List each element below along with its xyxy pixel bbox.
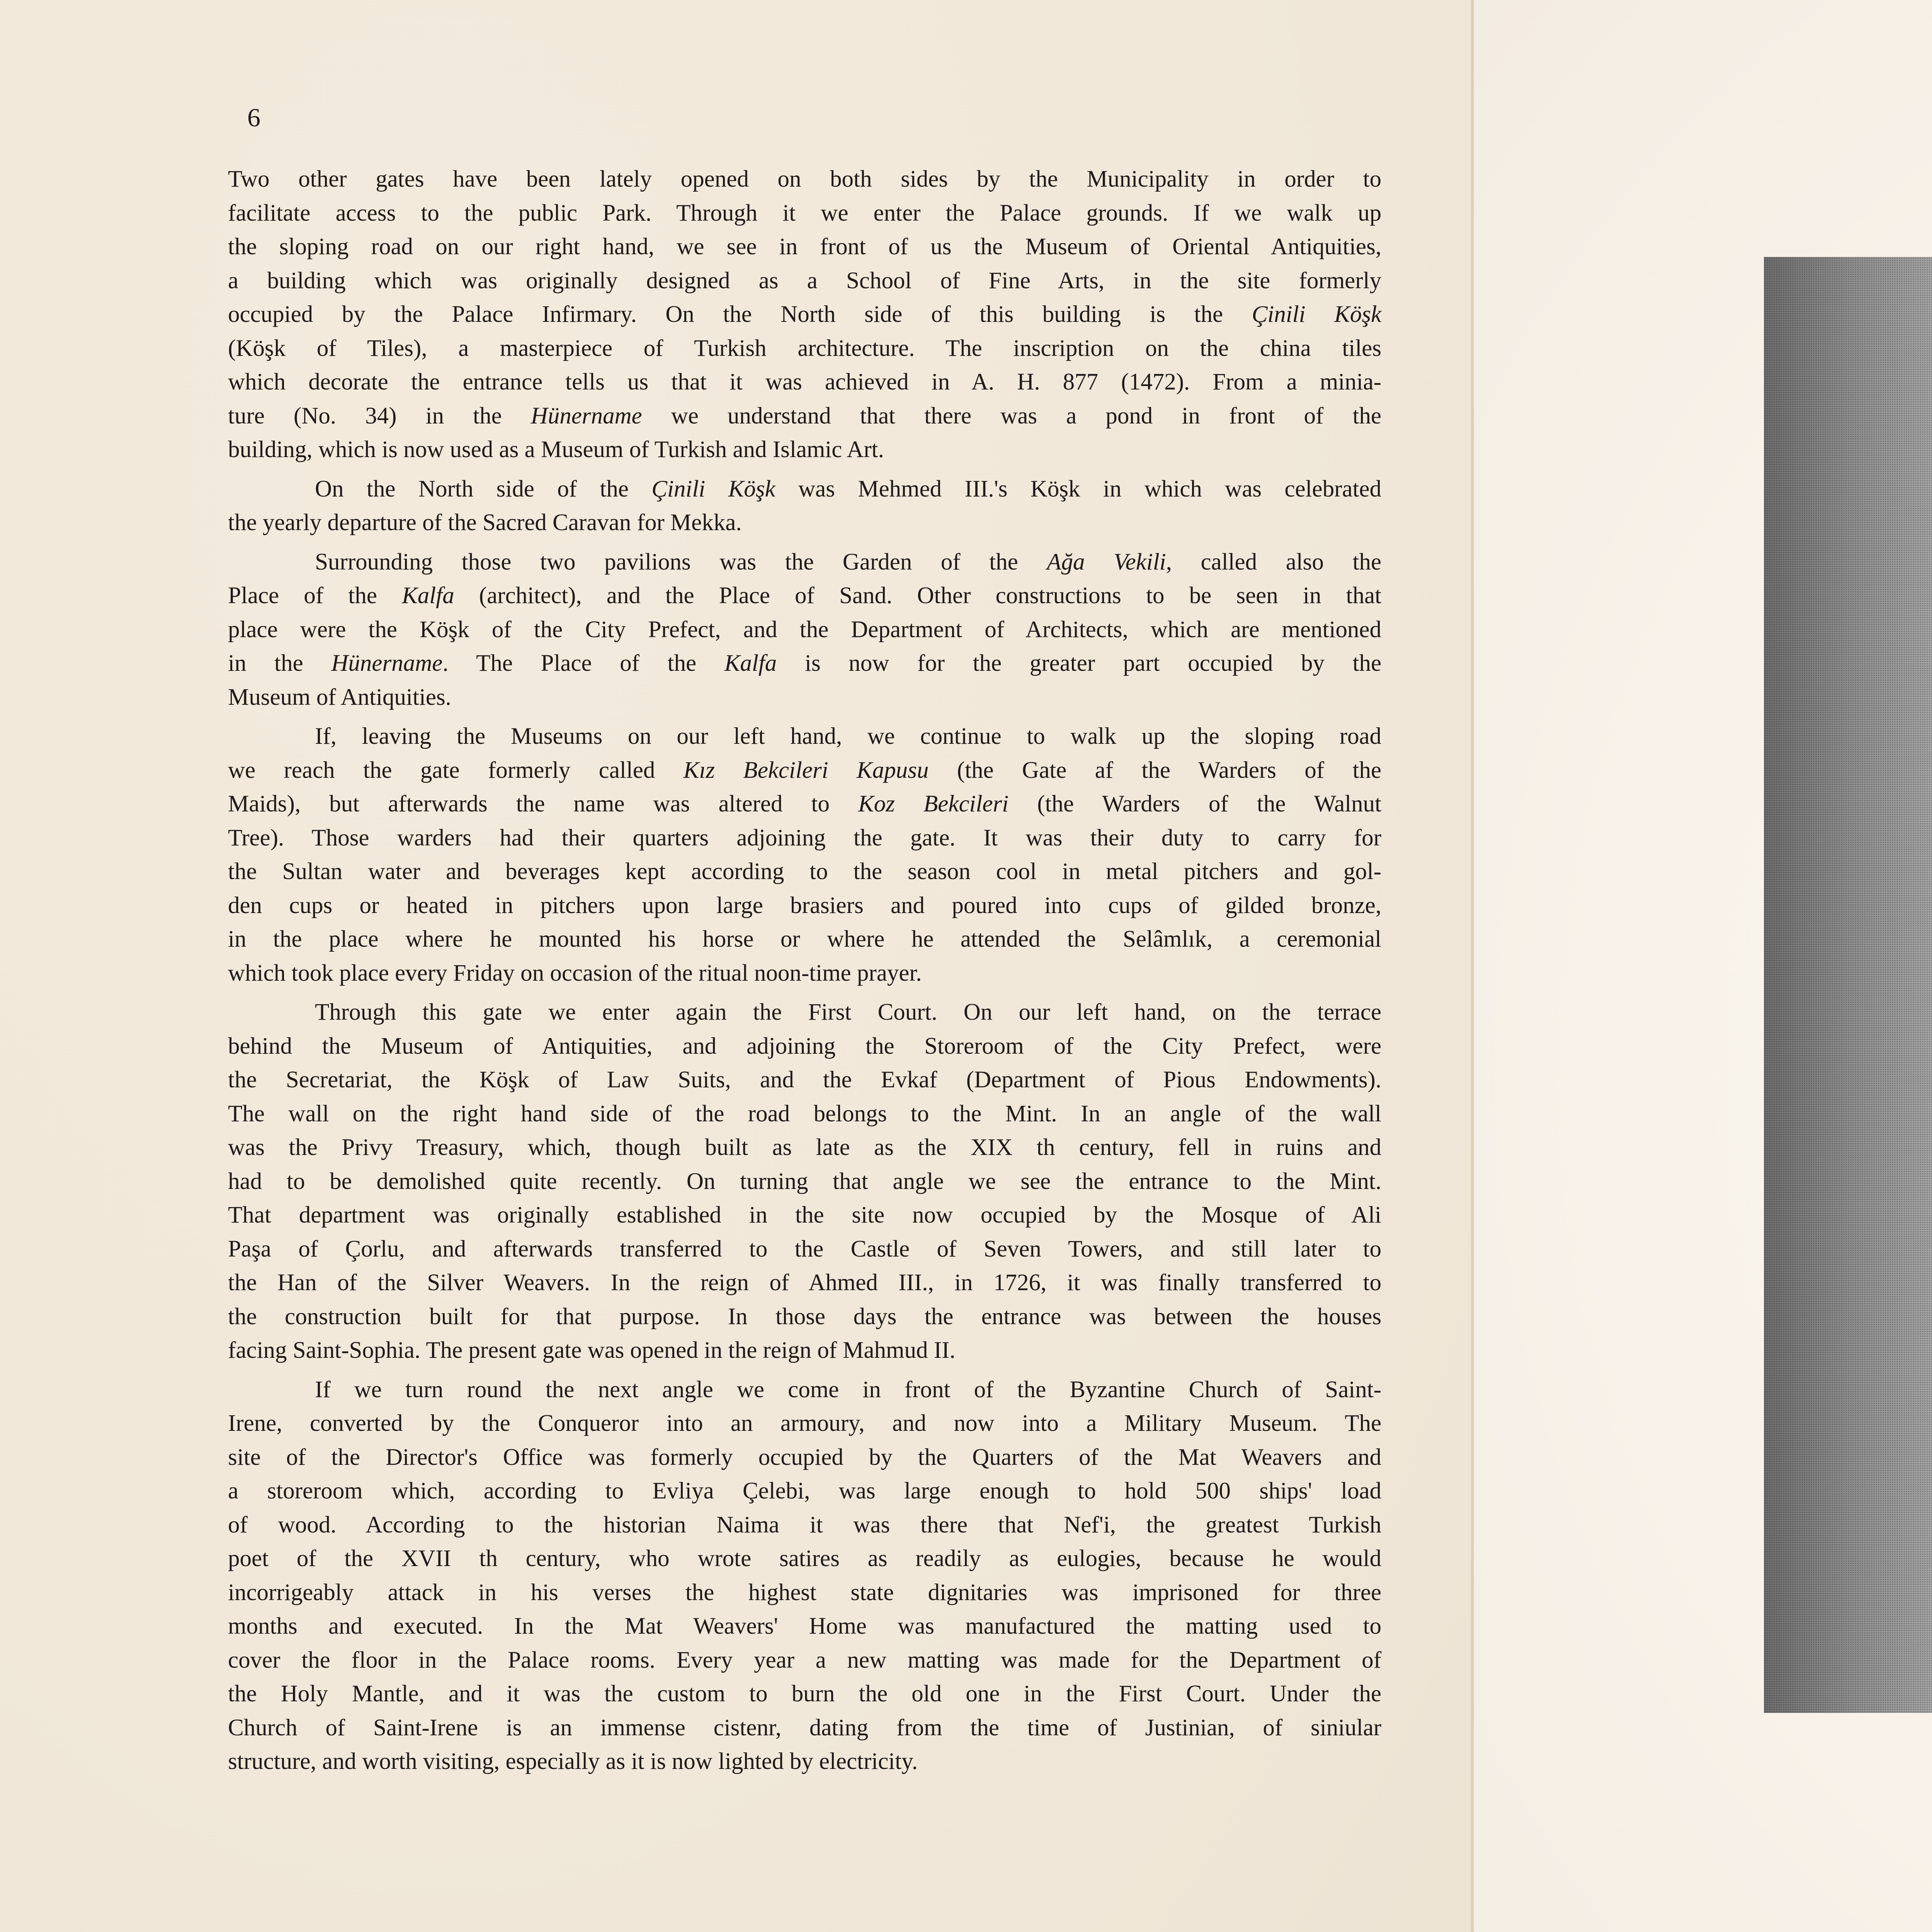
paragraph <box>228 162 1381 467</box>
text-line: we reach the gate formerly called Kız Bekcileri Kapusu (the Gate af the Warders of the <box>228 757 1381 783</box>
text-line: On the North side of the Çinili Köşk was Mehmed III.'s Köşk in which was celebrated <box>315 476 1381 502</box>
text-line: occupied by the Palace Infirmary. On the North side of this building is the Çinili Köşk <box>228 301 1382 327</box>
text-line: had to be demolished quite recently. On turning that angle we see the entrance to the Mint. <box>228 1168 1381 1194</box>
text-line: which took place every Friday on occasion of the ritual noon-time prayer. <box>228 960 922 986</box>
paragraph <box>228 719 1381 990</box>
text-line: the Secretariat, the Köşk of Law Suits, and the Evkaf (Department of Pious Endowments). <box>228 1067 1381 1093</box>
text-line: den cups or heated in pitchers upon large brasiers and poured into cups of gilded bronze, <box>228 892 1381 918</box>
text-line: Place of the Kalfa (architect), and the Place of Sand. Other constructions to be seen in that <box>228 583 1382 609</box>
text-line: Two other gates have been lately opened on both sides by the Municipality in order to <box>228 166 1381 192</box>
text-line: was the Privy Treasury, which, though built as late as the XIX th century, fell in ruins and <box>228 1134 1381 1160</box>
text-line: the yearly departure of the Sacred Caravan for Mekka. <box>228 510 742 536</box>
text-line: Through this gate we enter again the First Court. On our left hand, on the terrace <box>315 999 1381 1025</box>
italic-term: Kalfa <box>401 583 454 609</box>
paragraph <box>228 545 1381 714</box>
text-line: the Han of the Silver Weavers. In the reign of Ahmed III., in 1726, it was finally transferred to <box>228 1270 1381 1296</box>
text-line: building, which is now used as a Museum of Turkish and Islamic Art. <box>228 437 884 463</box>
text-line: the sloping road on our right hand, we see in front of us the Museum of Oriental Antiquities, <box>228 234 1381 260</box>
text-line: a building which was originally designed as a School of Fine Arts, in the site formerly <box>228 267 1381 294</box>
text-line: structure, and worth visiting, especially as it is now lighted by electricity. <box>228 1748 918 1774</box>
text-line: Museum of Antiquities. <box>228 684 451 710</box>
text-line: ture (No. 34) in the Hünername we understand that there was a pond in front of the <box>228 403 1381 429</box>
page-number: 6 <box>247 103 260 132</box>
text-line: in the place where he mounted his horse or where he attended the Selâmlık, a ceremonial <box>228 926 1381 952</box>
italic-term: Çinili Köşk <box>651 476 776 502</box>
text-line: incorrigeably attack in his verses the highest state dignitaries was imprisoned for three <box>228 1579 1381 1605</box>
italic-term: Hünername <box>531 403 642 429</box>
text-line: Paşa of Çorlu, and afterwards transferred to the Castle of Seven Towers, and still later to <box>228 1236 1381 1262</box>
text-line: (Köşk of Tiles), a masterpiece of Turkish architecture. The inscription on the china tiles <box>228 335 1381 361</box>
text-line: which decorate the entrance tells us that it was achieved in A. H. 877 (1472). From a minia- <box>228 369 1381 395</box>
text-line: Irene, converted by the Conqueror into an armoury, and now into a Military Museum. The <box>228 1410 1381 1436</box>
text-line: a storeroom which, according to Evliya Çelebi, was large enough to hold 500 ships' load <box>228 1478 1381 1504</box>
text-line: place were the Köşk of the City Prefect, and the Department of Architects, which are mentioned <box>228 616 1381 643</box>
text-line: Surrounding those two pavilions was the Garden of the Ağa Vekili, called also the <box>315 549 1381 575</box>
italic-term: Kalfa <box>724 650 777 676</box>
text-line: cover the floor in the Palace rooms. Every year a new matting was made for the Department of <box>228 1647 1381 1673</box>
text-line: the Sultan water and beverages kept according to the season cool in metal pitchers and gol- <box>228 859 1381 884</box>
paragraph <box>228 472 1381 540</box>
italic-term: Çinili Köşk <box>1252 301 1382 327</box>
text-line: If, leaving the Museums on our left hand, we continue to walk up the sloping road <box>315 723 1381 749</box>
text-line: the Holy Mantle, and it was the custom to burn the old one in the First Court. Under the <box>228 1681 1381 1707</box>
paragraph <box>228 995 1381 1367</box>
text-line: months and executed. In the Mat Weavers' Home was manufactured the matting used to <box>228 1613 1381 1639</box>
text-line: of wood. According to the historian Naima it was there that Nef'i, the greatest Turkish <box>228 1512 1381 1538</box>
text-line: Maids), but afterwards the name was altered to Koz Bekcileri (the Warders of the Walnut <box>228 791 1381 817</box>
body-text <box>228 162 1381 1784</box>
text-line: If we turn round the next angle we come in front of the Byzantine Church of Saint- <box>315 1376 1381 1403</box>
text-line: facilitate access to the public Park. Through it we enter the Palace grounds. If we walk up <box>228 200 1381 226</box>
text-line: poet of the XVII th century, who wrote satires as readily as eulogies, because he would <box>228 1546 1381 1571</box>
italic-term: Ağa Vekili <box>1047 549 1166 575</box>
text-line: site of the Director's Office was formerly occupied by the Quarters of the Mat Weavers and <box>228 1444 1381 1470</box>
italic-term: Kız Bekcileri Kapusu <box>683 757 929 783</box>
text-line: Church of Saint-Irene is an immense cistenr, dating from the time of Justinian, of siniular <box>228 1714 1381 1741</box>
plate-image <box>1764 257 1932 1713</box>
paragraph <box>228 1373 1381 1779</box>
halftone-pattern <box>1764 257 1932 1713</box>
text-line: in the Hünername. The Place of the Kalfa is now for the greater part occupied by the <box>228 650 1382 676</box>
italic-term: Koz Bekcileri <box>858 791 1009 817</box>
text-line: That department was originally established in the site now occupied by the Mosque of Ali <box>228 1202 1381 1228</box>
text-line: the construction built for that purpose. In those days the entrance was between the houses <box>228 1303 1381 1330</box>
text-line: Tree). Those warders had their quarters adjoining the gate. It was their duty to carry for <box>228 825 1381 851</box>
text-line: behind the Museum of Antiquities, and adjoining the Storeroom of the City Prefect, were <box>228 1033 1381 1059</box>
text-line: The wall on the right hand side of the road belongs to the Mint. In an angle of the wall <box>228 1100 1381 1127</box>
italic-term: Hünername <box>331 650 443 676</box>
text-line: facing Saint-Sophia. The present gate was opened in the reign of Mahmud II. <box>228 1337 956 1363</box>
